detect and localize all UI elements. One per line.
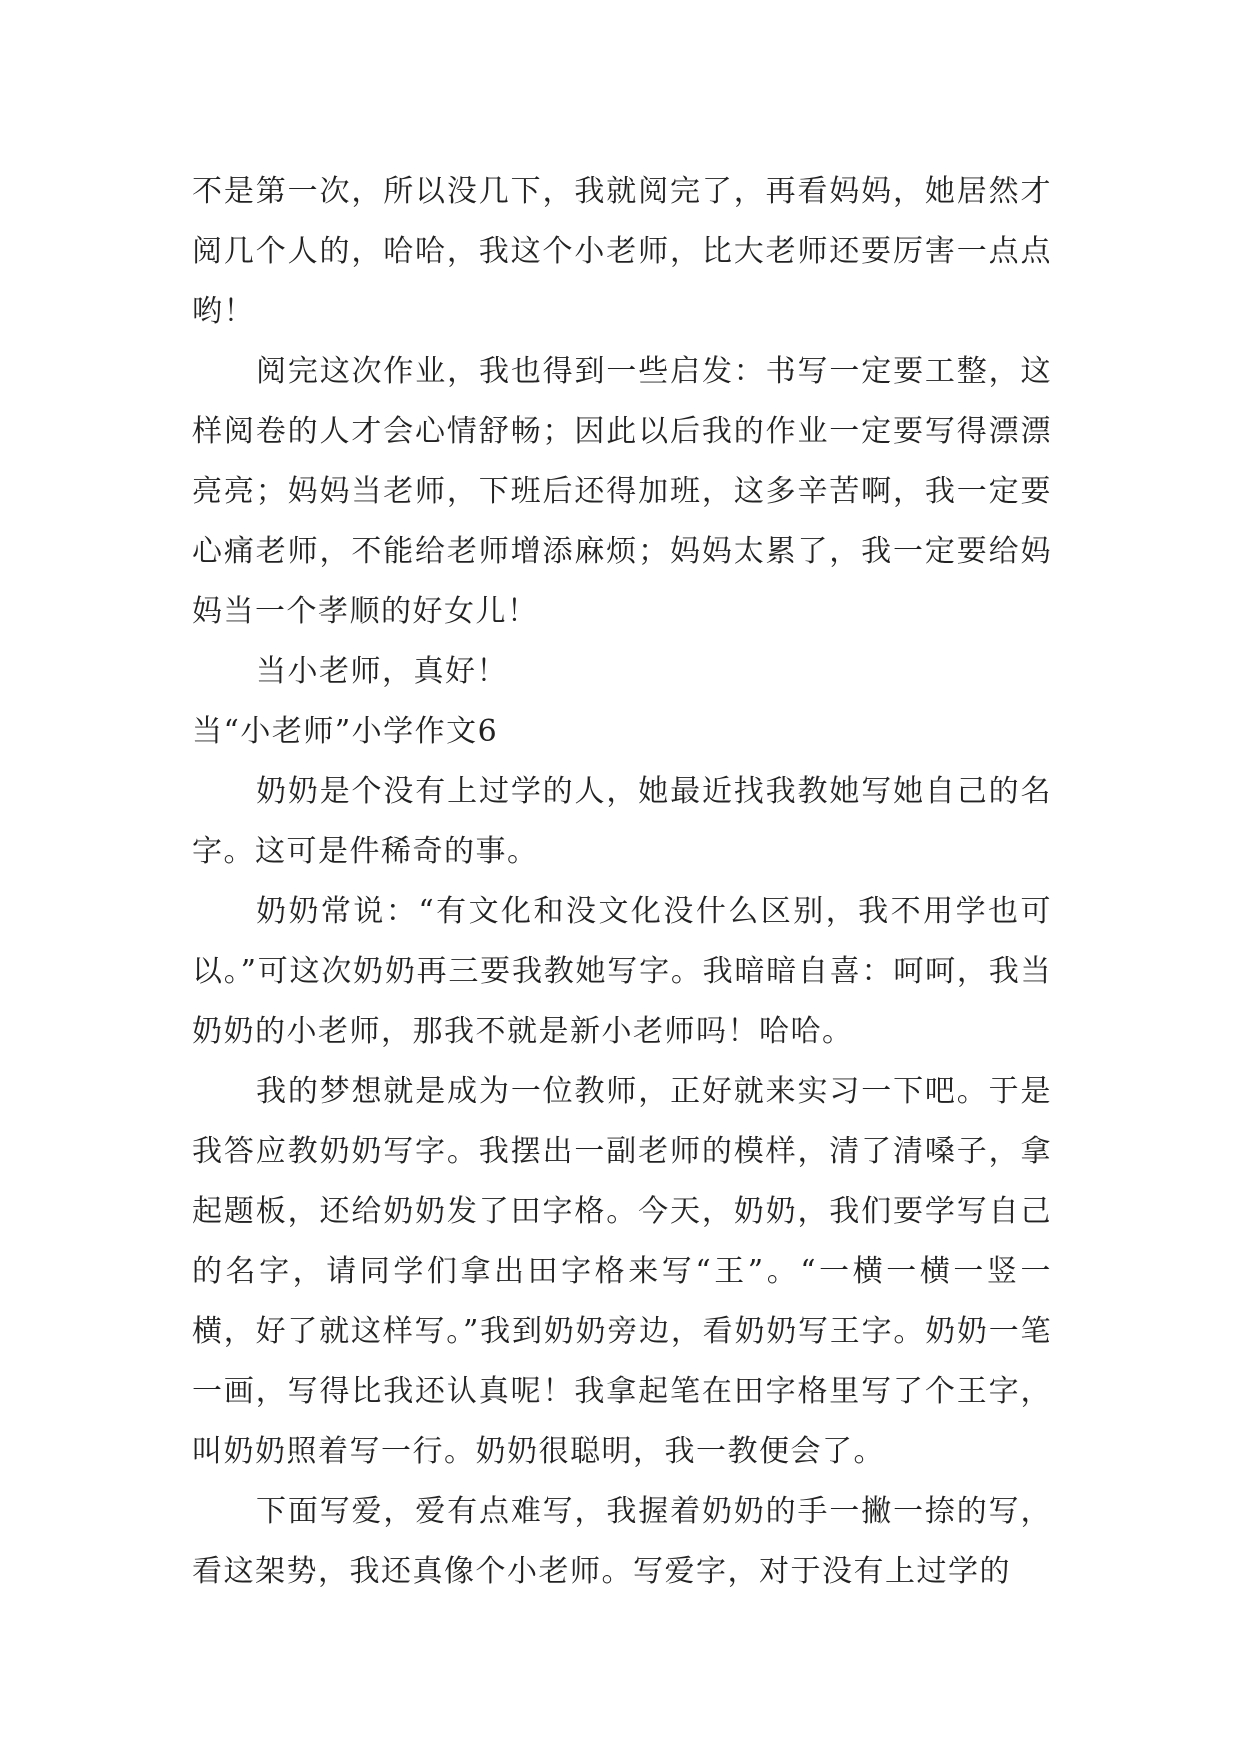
section-paragraph-2: 奶奶常说：“有文化和没文化没什么区别，我不用学也可以。”可这次奶奶再三要我教她写字。我暗暗自喜：呵呵，我当奶奶的小老师，那我不就是新小老师吗！哈哈。: [192, 894, 1052, 1049]
section-paragraph-4: 下面写爱，爱有点难写，我握着奶奶的手一撇一捺的写，看这架势，我还真像个小老师。写爱字，对于没有上过学的: [192, 1494, 1052, 1589]
paragraph-2: 阅完这次作业，我也得到一些启发：书写一定要工整，这样阅卷的人才会心情舒畅；因此以后我的作业一定要写得漂漂亮亮；妈妈当老师，下班后还得加班，这多辛苦啊，我一定要心痛老师，不能给老师增添麻烦；妈妈太累了，我一定要给妈妈当一个孝顺的好女儿！: [192, 354, 1052, 629]
section-title: 当“小老师”小学作文6: [192, 714, 499, 749]
paragraph-3: 当小老师，真好！: [256, 654, 508, 689]
paragraph-1: 不是第一次，所以没几下，我就阅完了，再看妈妈，她居然才阅几个人的，哈哈，我这个小老师，比大老师还要厉害一点点哟！: [192, 174, 1052, 329]
section-paragraph-1: 奶奶是个没有上过学的人，她最近找我教她写她自己的名字。这可是件稀奇的事。: [192, 774, 1052, 869]
document-body: [192, 162, 1052, 1602]
section-paragraph-3: 我的梦想就是成为一位教师，正好就来实习一下吧。于是我答应教奶奶写字。我摆出一副老师的模样，清了清嗓子，拿起题板，还给奶奶发了田字格。今天，奶奶，我们要学写自己的名字，请同学们拿出田字格来写“王”。“一横一横一竖一横，好了就这样写。”我到奶奶旁边，看奶奶写王字。奶奶一笔一画，写得比我还认真呢！我拿起笔在田字格里写了个王字，叫奶奶照着写一行。奶奶很聪明，我一教便会了。: [192, 1074, 1052, 1469]
